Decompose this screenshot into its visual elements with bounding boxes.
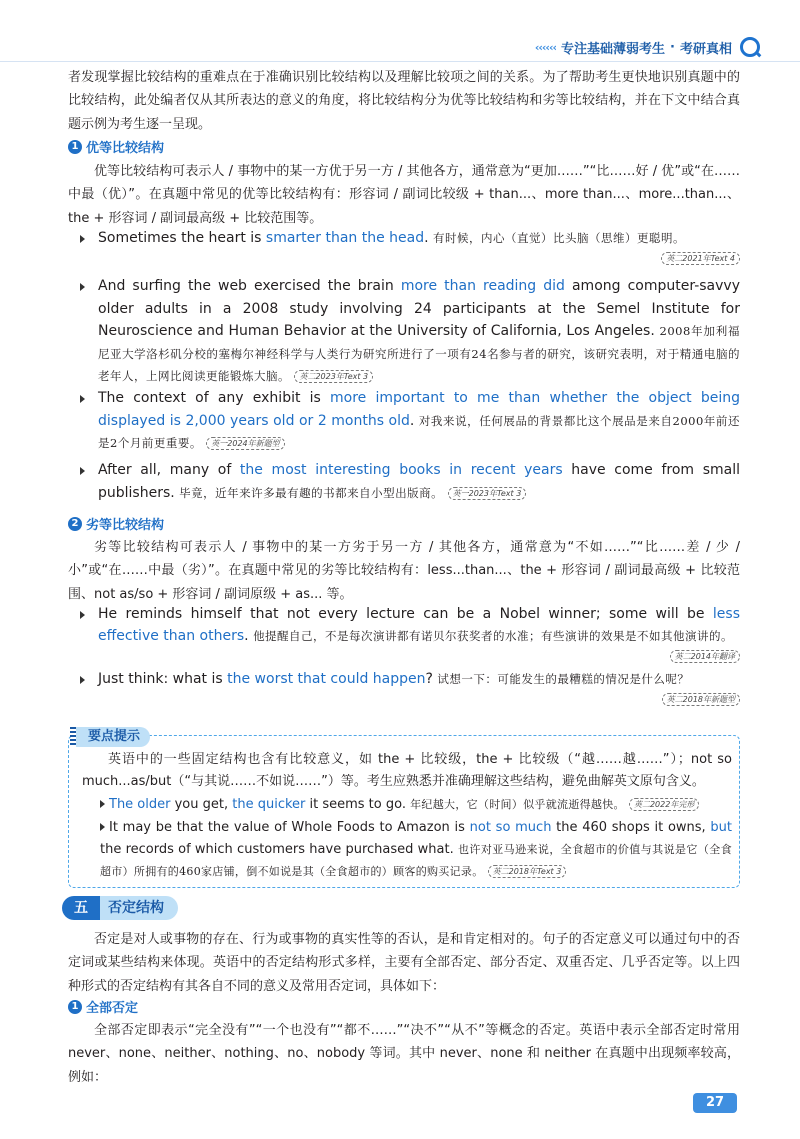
section-heading-total-negation <box>68 997 138 1016</box>
example-text: The context of any exhibit is <box>98 390 331 406</box>
header-title-a: 专注基础薄弱考生 <box>561 41 666 57</box>
bullet-icon <box>80 676 85 684</box>
section-number-badge: 1 <box>68 140 82 154</box>
section-heading-superior <box>68 137 164 156</box>
source-tag: 英一2023年Text 3 <box>448 487 527 500</box>
example-translation: 对我来说，任何展品的背景都比这个展品是来自2000年前还是2个月前更重要。 <box>98 413 740 450</box>
source-tag: 英二2018年Text 3 <box>488 865 567 878</box>
example-item <box>80 227 740 267</box>
example-highlight: more important to me than whether the object being displayed is 2,000 years old or 2 months old <box>98 390 740 429</box>
chapter-heading-negation <box>62 896 178 920</box>
bullet-icon <box>100 823 105 831</box>
example-text: the records of which customers have purchased what. <box>100 842 454 857</box>
example-text: And surfing the web exercised the brain <box>98 278 401 294</box>
header-title-b: 考研真相 <box>679 41 732 57</box>
bullet-icon <box>80 235 85 243</box>
example-text: it seems to go. <box>305 797 406 812</box>
example-highlight: the worst that could happen <box>227 671 426 687</box>
example-text: It may be that the value of Whole Foods to Amazon is <box>109 820 470 835</box>
example-highlight: The older <box>109 797 171 812</box>
example-translation: 试想一下：可能发生的最糟糕的情况是什么呢？ <box>437 672 690 686</box>
key-points-body: 英语中的一些固定结构也含有比较意义，如 the + 比较级，the + 比较级（“越……越……”）；not so much...as/but（“与其说……不如说……”）等。考生应熟悉并准确理解这些结构，避免曲解英文原句含义。 <box>82 752 732 789</box>
source-tag: 英二2022年完形 <box>629 798 699 811</box>
example-highlight: more than reading did <box>400 278 565 294</box>
magnifier-logo-icon <box>740 37 760 57</box>
chapter-body: 否定是对人或事物的存在、行为或事物的真实性等的否认，是和肯定相对的。句子的否定意义可以通过句中的否定词或某些结构来体现。英语中的否定结构形式多样，主要有全部否定、部分否定、双重否定、几乎否定等。以上四种形式的否定结构有其各自不同的意义及常用否定词，具体如下： <box>68 932 740 994</box>
example-highlight: but <box>710 820 733 835</box>
source-tag: 英二2018年新题型 <box>662 693 740 706</box>
example-text: He reminds himself that not every lecture can be a Nobel winner; some will be <box>98 606 713 622</box>
bullet-icon <box>100 800 105 808</box>
example-translation: 毕竟，近年来许多最有趣的书都来自小型出版商。 <box>179 485 444 500</box>
example-highlight: the quicker <box>232 797 306 812</box>
bullet-icon <box>80 283 85 291</box>
section-body: 全部否定即表示“完全没有”“一个也没有”“都不……”“决不”“从不”等概念的否定。英语中表示全部否定时常用 never、none、neither、nothing、no、nobody 等词。其中 never、none 和 neither 在真题中出现频率较高，例如： <box>68 1023 740 1085</box>
key-points-example <box>100 794 732 816</box>
section-body: 劣等比较结构可表示人 / 事物中的某一方劣于另一方 / 其他各方，通常意为“不如……”“比……差 / 少 / 小”或“在……中最（劣）”。在真题中常见的劣等比较结构有：less...than...、the + 形容词 / 副词最高级 + 比较范围、not as/so + 形容词 / 副词原级 + as... 等。 <box>68 540 740 602</box>
key-points-example <box>100 817 732 883</box>
running-header <box>535 36 760 58</box>
intro-paragraph: 者发现掌握比较结构的重难点在于准确识别比较结构以及理解比较项之间的关系。为了帮助考生更快地识别真题中的比较结构，此处编者仅从其所表达的意义的角度，将比较结构分为优等比较结构和劣等比较结构，并在下文中结合真题示例为考生逐一呈现。 <box>68 70 740 132</box>
example-text: the 460 shops it owns, <box>551 820 711 835</box>
example-item <box>80 603 740 665</box>
section-body: 优等比较结构可表示人 / 事物中的某一方优于另一方 / 其他各方，通常意为“更加……”“比……好 / 优”或“在……中最（优）”。在真题中常见的优等比较结构有：形容词 / 副词比较级 + than...、more than...、more...than...、the + 形容词 / 副词最高级 + 比较范围等。 <box>68 164 740 226</box>
example-translation: 年纪越大，它（时间）似乎就流逝得越快。 <box>410 798 625 811</box>
example-translation: 也许对亚马逊来说，全食超市的价值与其说是它（全食超市）所拥有的460家店铺，倒不如说是其（全食超市的）顾客的购买记录。 <box>100 843 732 878</box>
example-translation: 他提醒自己，不是每次演讲都有诺贝尔获奖者的水准；有些演讲的效果是不如其他演讲的。 <box>253 629 734 643</box>
example-translation: 有时候，内心（直觉）比头脑（思维）更聪明。 <box>433 231 686 245</box>
page-number: 27 <box>693 1093 737 1113</box>
example-text: . <box>244 628 249 644</box>
source-tag: 英二2021年Text 4 <box>661 252 740 265</box>
bullet-icon <box>80 611 85 619</box>
example-highlight: less effective than others <box>98 606 740 644</box>
source-tag: 英二2023年Text 3 <box>294 370 373 383</box>
bullet-icon <box>80 467 85 475</box>
bullet-icon <box>80 395 85 403</box>
example-item <box>80 668 740 710</box>
section-title: 全部否定 <box>86 1001 139 1016</box>
chapter-title: 否定结构 <box>100 896 178 920</box>
example-highlight: the most interesting books in recent years <box>239 462 563 478</box>
example-highlight: smarter than the head <box>265 230 425 246</box>
example-text: ? <box>425 671 433 687</box>
example-highlight: not so much <box>469 820 552 835</box>
example-text: Sometimes the heart is <box>98 230 266 246</box>
header-arrows-icon: ‹‹‹‹‹‹ <box>534 40 557 54</box>
section-title: 劣等比较结构 <box>86 518 165 533</box>
example-text: you get, <box>170 797 233 812</box>
source-tag: 英二2014年翻译 <box>670 650 740 663</box>
section-title: 优等比较结构 <box>86 141 165 156</box>
example-text: among computer-savvy older adults in a 2008 study involving 24 participants at the Semel Institute for Neuroscience and Human Behavior at the University of California, Los Angeles. <box>98 278 740 339</box>
example-text: . <box>424 230 429 246</box>
example-translation: 2008年加利福尼亚大学洛杉矶分校的塞梅尔神经科学与人类行为研究所进行了一项有24名参与者的研究，该研究表明，对于精通电脑的老年人，上网比阅读更能锻炼大脑。 <box>98 324 740 383</box>
header-separator: · <box>670 39 675 55</box>
header-divider <box>0 61 800 62</box>
example-item <box>80 275 740 383</box>
source-tag: 英一2024年新题型 <box>206 437 284 450</box>
section-heading-inferior <box>68 514 164 533</box>
example-item <box>80 459 740 509</box>
example-text: have come from small publishers. <box>98 462 740 501</box>
example-text: After all, many of <box>98 462 240 478</box>
example-text: . <box>409 412 415 429</box>
example-text: Just think: what is <box>98 671 228 687</box>
section-number-badge: 1 <box>68 1000 82 1014</box>
key-points-label: 要点提示 <box>76 727 150 747</box>
chapter-number-badge: 五 <box>62 896 100 920</box>
section-number-badge: 2 <box>68 517 82 531</box>
example-item <box>80 387 740 457</box>
